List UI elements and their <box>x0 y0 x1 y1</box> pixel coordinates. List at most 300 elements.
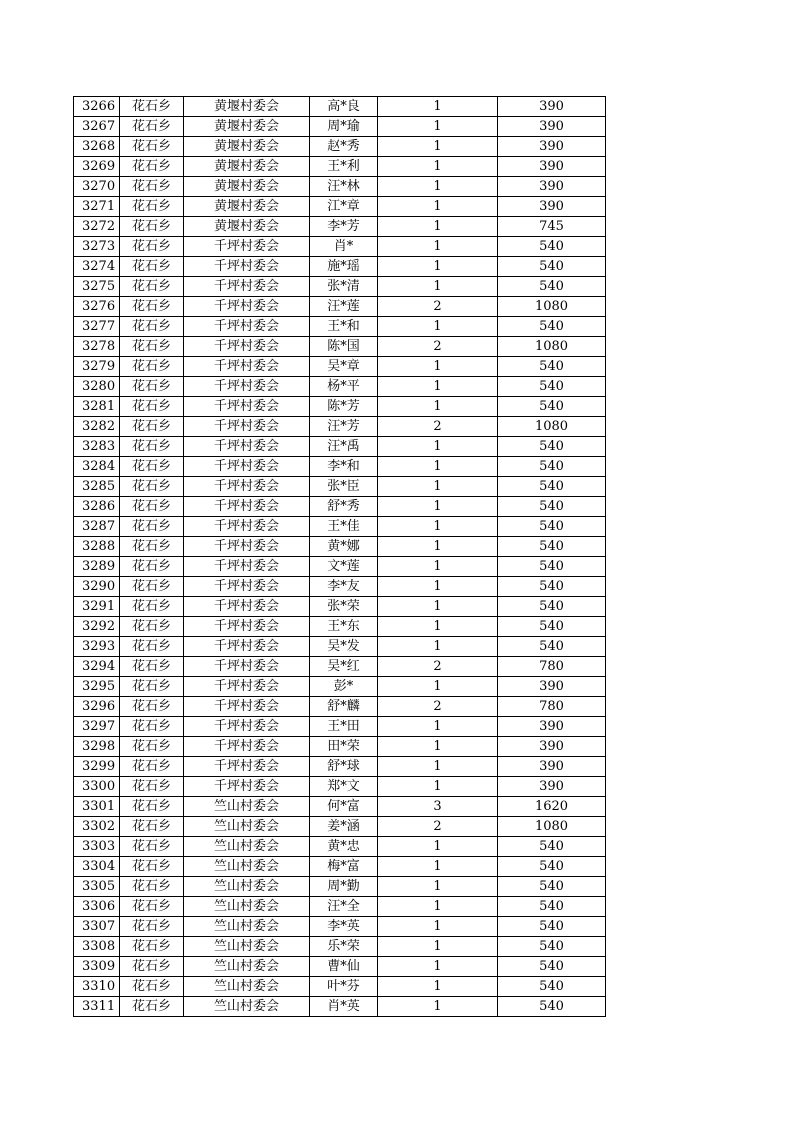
table-row <box>74 977 606 997</box>
name-cell: 赵*秀 <box>310 137 378 157</box>
count-cell: 1 <box>378 937 498 957</box>
village-committee-cell: 千坪村委会 <box>184 457 310 477</box>
village-committee-cell: 千坪村委会 <box>184 317 310 337</box>
table-row <box>74 637 606 657</box>
table-row <box>74 417 606 437</box>
row-index-cell: 3279 <box>74 357 120 377</box>
count-cell: 2 <box>378 297 498 317</box>
amount-cell: 540 <box>498 837 606 857</box>
township-cell: 花石乡 <box>120 357 184 377</box>
amount-cell: 1080 <box>498 337 606 357</box>
amount-cell: 540 <box>498 237 606 257</box>
count-cell: 1 <box>378 837 498 857</box>
count-cell: 1 <box>378 737 498 757</box>
township-cell: 花石乡 <box>120 157 184 177</box>
name-cell: 何*富 <box>310 797 378 817</box>
count-cell: 1 <box>378 137 498 157</box>
name-cell: 吴*发 <box>310 637 378 657</box>
row-index-cell: 3303 <box>74 837 120 857</box>
table-row <box>74 697 606 717</box>
township-cell: 花石乡 <box>120 257 184 277</box>
village-committee-cell: 竺山村委会 <box>184 997 310 1017</box>
count-cell: 1 <box>378 917 498 937</box>
table-row <box>74 897 606 917</box>
row-index-cell: 3293 <box>74 637 120 657</box>
village-committee-cell: 竺山村委会 <box>184 897 310 917</box>
row-index-cell: 3276 <box>74 297 120 317</box>
count-cell: 1 <box>378 317 498 337</box>
amount-cell: 540 <box>498 457 606 477</box>
table-row <box>74 917 606 937</box>
name-cell: 王*利 <box>310 157 378 177</box>
township-cell: 花石乡 <box>120 457 184 477</box>
amount-cell: 540 <box>498 937 606 957</box>
count-cell: 1 <box>378 877 498 897</box>
count-cell: 1 <box>378 457 498 477</box>
count-cell: 1 <box>378 777 498 797</box>
table-row <box>74 377 606 397</box>
table-row <box>74 477 606 497</box>
count-cell: 2 <box>378 417 498 437</box>
row-index-cell: 3282 <box>74 417 120 437</box>
row-index-cell: 3295 <box>74 677 120 697</box>
name-cell: 陈*芳 <box>310 397 378 417</box>
row-index-cell: 3304 <box>74 857 120 877</box>
count-cell: 1 <box>378 377 498 397</box>
row-index-cell: 3297 <box>74 717 120 737</box>
name-cell: 王*和 <box>310 317 378 337</box>
amount-cell: 540 <box>498 437 606 457</box>
village-committee-cell: 黄堰村委会 <box>184 117 310 137</box>
township-cell: 花石乡 <box>120 317 184 337</box>
table-row <box>74 717 606 737</box>
row-index-cell: 3278 <box>74 337 120 357</box>
table-row <box>74 217 606 237</box>
township-cell: 花石乡 <box>120 297 184 317</box>
count-cell: 1 <box>378 997 498 1017</box>
row-index-cell: 3270 <box>74 177 120 197</box>
village-committee-cell: 黄堰村委会 <box>184 177 310 197</box>
village-committee-cell: 千坪村委会 <box>184 617 310 637</box>
name-cell: 曹*仙 <box>310 957 378 977</box>
amount-cell: 540 <box>498 997 606 1017</box>
amount-cell: 390 <box>498 737 606 757</box>
row-index-cell: 3267 <box>74 117 120 137</box>
township-cell: 花石乡 <box>120 917 184 937</box>
row-index-cell: 3268 <box>74 137 120 157</box>
village-committee-cell: 竺山村委会 <box>184 917 310 937</box>
data-table <box>73 96 606 1017</box>
count-cell: 1 <box>378 897 498 917</box>
table-row <box>74 797 606 817</box>
row-index-cell: 3310 <box>74 977 120 997</box>
table-row <box>74 237 606 257</box>
name-cell: 舒*球 <box>310 757 378 777</box>
amount-cell: 390 <box>498 97 606 117</box>
amount-cell: 540 <box>498 377 606 397</box>
township-cell: 花石乡 <box>120 217 184 237</box>
township-cell: 花石乡 <box>120 837 184 857</box>
amount-cell: 1080 <box>498 417 606 437</box>
amount-cell: 540 <box>498 357 606 377</box>
table-row <box>74 577 606 597</box>
name-cell: 陈*国 <box>310 337 378 357</box>
township-cell: 花石乡 <box>120 237 184 257</box>
village-committee-cell: 千坪村委会 <box>184 537 310 557</box>
count-cell: 1 <box>378 617 498 637</box>
name-cell: 李*友 <box>310 577 378 597</box>
name-cell: 吴*红 <box>310 657 378 677</box>
township-cell: 花石乡 <box>120 957 184 977</box>
row-index-cell: 3271 <box>74 197 120 217</box>
table-row <box>74 497 606 517</box>
table-row <box>74 337 606 357</box>
name-cell: 汪*林 <box>310 177 378 197</box>
amount-cell: 540 <box>498 577 606 597</box>
amount-cell: 745 <box>498 217 606 237</box>
table-row <box>74 877 606 897</box>
table-row <box>74 397 606 417</box>
village-committee-cell: 千坪村委会 <box>184 657 310 677</box>
name-cell: 舒*麟 <box>310 697 378 717</box>
row-index-cell: 3277 <box>74 317 120 337</box>
amount-cell: 540 <box>498 557 606 577</box>
township-cell: 花石乡 <box>120 417 184 437</box>
amount-cell: 540 <box>498 917 606 937</box>
township-cell: 花石乡 <box>120 797 184 817</box>
amount-cell: 390 <box>498 177 606 197</box>
name-cell: 吴*章 <box>310 357 378 377</box>
village-committee-cell: 竺山村委会 <box>184 817 310 837</box>
village-committee-cell: 黄堰村委会 <box>184 157 310 177</box>
township-cell: 花石乡 <box>120 737 184 757</box>
row-index-cell: 3281 <box>74 397 120 417</box>
count-cell: 2 <box>378 817 498 837</box>
count-cell: 1 <box>378 357 498 377</box>
village-committee-cell: 竺山村委会 <box>184 837 310 857</box>
township-cell: 花石乡 <box>120 777 184 797</box>
amount-cell: 390 <box>498 677 606 697</box>
village-committee-cell: 千坪村委会 <box>184 757 310 777</box>
township-cell: 花石乡 <box>120 977 184 997</box>
amount-cell: 390 <box>498 717 606 737</box>
count-cell: 1 <box>378 557 498 577</box>
township-cell: 花石乡 <box>120 577 184 597</box>
name-cell: 周*瑜 <box>310 117 378 137</box>
table-row <box>74 157 606 177</box>
row-index-cell: 3296 <box>74 697 120 717</box>
table-row <box>74 617 606 637</box>
count-cell: 1 <box>378 177 498 197</box>
row-index-cell: 3311 <box>74 997 120 1017</box>
row-index-cell: 3269 <box>74 157 120 177</box>
table-row <box>74 997 606 1017</box>
township-cell: 花石乡 <box>120 117 184 137</box>
table-row <box>74 557 606 577</box>
row-index-cell: 3302 <box>74 817 120 837</box>
amount-cell: 540 <box>498 257 606 277</box>
count-cell: 1 <box>378 397 498 417</box>
table-row <box>74 357 606 377</box>
name-cell: 汪*全 <box>310 897 378 917</box>
village-committee-cell: 千坪村委会 <box>184 257 310 277</box>
table-row <box>74 757 606 777</box>
amount-cell: 540 <box>498 957 606 977</box>
village-committee-cell: 千坪村委会 <box>184 497 310 517</box>
row-index-cell: 3306 <box>74 897 120 917</box>
name-cell: 周*勤 <box>310 877 378 897</box>
village-committee-cell: 千坪村委会 <box>184 737 310 757</box>
row-index-cell: 3309 <box>74 957 120 977</box>
count-cell: 1 <box>378 217 498 237</box>
name-cell: 汪*芳 <box>310 417 378 437</box>
table-row <box>74 837 606 857</box>
village-committee-cell: 千坪村委会 <box>184 517 310 537</box>
township-cell: 花石乡 <box>120 397 184 417</box>
amount-cell: 540 <box>498 517 606 537</box>
table-row <box>74 957 606 977</box>
row-index-cell: 3288 <box>74 537 120 557</box>
count-cell: 1 <box>378 717 498 737</box>
name-cell: 王*东 <box>310 617 378 637</box>
name-cell: 张*臣 <box>310 477 378 497</box>
township-cell: 花石乡 <box>120 897 184 917</box>
township-cell: 花石乡 <box>120 877 184 897</box>
village-committee-cell: 千坪村委会 <box>184 717 310 737</box>
amount-cell: 540 <box>498 637 606 657</box>
name-cell: 肖*英 <box>310 997 378 1017</box>
table-row <box>74 437 606 457</box>
table-row <box>74 517 606 537</box>
township-cell: 花石乡 <box>120 617 184 637</box>
row-index-cell: 3275 <box>74 277 120 297</box>
row-index-cell: 3301 <box>74 797 120 817</box>
table-row <box>74 677 606 697</box>
row-index-cell: 3298 <box>74 737 120 757</box>
name-cell: 施*瑶 <box>310 257 378 277</box>
row-index-cell: 3287 <box>74 517 120 537</box>
row-index-cell: 3274 <box>74 257 120 277</box>
amount-cell: 390 <box>498 157 606 177</box>
count-cell: 1 <box>378 237 498 257</box>
amount-cell: 780 <box>498 697 606 717</box>
row-index-cell: 3272 <box>74 217 120 237</box>
name-cell: 杨*平 <box>310 377 378 397</box>
village-committee-cell: 千坪村委会 <box>184 417 310 437</box>
row-index-cell: 3273 <box>74 237 120 257</box>
name-cell: 舒*秀 <box>310 497 378 517</box>
amount-cell: 540 <box>498 477 606 497</box>
name-cell: 文*莲 <box>310 557 378 577</box>
row-index-cell: 3285 <box>74 477 120 497</box>
count-cell: 2 <box>378 697 498 717</box>
village-committee-cell: 千坪村委会 <box>184 437 310 457</box>
amount-cell: 540 <box>498 977 606 997</box>
table-row <box>74 597 606 617</box>
amount-cell: 390 <box>498 137 606 157</box>
village-committee-cell: 千坪村委会 <box>184 397 310 417</box>
township-cell: 花石乡 <box>120 817 184 837</box>
township-cell: 花石乡 <box>120 137 184 157</box>
amount-cell: 540 <box>498 857 606 877</box>
name-cell: 彭* <box>310 677 378 697</box>
row-index-cell: 3292 <box>74 617 120 637</box>
township-cell: 花石乡 <box>120 657 184 677</box>
township-cell: 花石乡 <box>120 637 184 657</box>
name-cell: 姜*涵 <box>310 817 378 837</box>
name-cell: 李*芳 <box>310 217 378 237</box>
row-index-cell: 3307 <box>74 917 120 937</box>
township-cell: 花石乡 <box>120 377 184 397</box>
table-row <box>74 777 606 797</box>
name-cell: 李*英 <box>310 917 378 937</box>
amount-cell: 540 <box>498 597 606 617</box>
village-committee-cell: 黄堰村委会 <box>184 97 310 117</box>
township-cell: 花石乡 <box>120 937 184 957</box>
township-cell: 花石乡 <box>120 497 184 517</box>
amount-cell: 780 <box>498 657 606 677</box>
count-cell: 3 <box>378 797 498 817</box>
township-cell: 花石乡 <box>120 437 184 457</box>
township-cell: 花石乡 <box>120 197 184 217</box>
name-cell: 李*和 <box>310 457 378 477</box>
row-index-cell: 3290 <box>74 577 120 597</box>
table-row <box>74 197 606 217</box>
count-cell: 1 <box>378 117 498 137</box>
village-committee-cell: 黄堰村委会 <box>184 197 310 217</box>
township-cell: 花石乡 <box>120 537 184 557</box>
village-committee-cell: 竺山村委会 <box>184 957 310 977</box>
count-cell: 1 <box>378 517 498 537</box>
row-index-cell: 3266 <box>74 97 120 117</box>
village-committee-cell: 竺山村委会 <box>184 797 310 817</box>
table-row <box>74 657 606 677</box>
name-cell: 王*田 <box>310 717 378 737</box>
village-committee-cell: 黄堰村委会 <box>184 217 310 237</box>
count-cell: 1 <box>378 537 498 557</box>
row-index-cell: 3286 <box>74 497 120 517</box>
count-cell: 1 <box>378 257 498 277</box>
name-cell: 江*章 <box>310 197 378 217</box>
name-cell: 肖* <box>310 237 378 257</box>
village-committee-cell: 千坪村委会 <box>184 237 310 257</box>
township-cell: 花石乡 <box>120 477 184 497</box>
count-cell: 1 <box>378 637 498 657</box>
name-cell: 黄*忠 <box>310 837 378 857</box>
township-cell: 花石乡 <box>120 857 184 877</box>
amount-cell: 1080 <box>498 817 606 837</box>
count-cell: 1 <box>378 277 498 297</box>
table-row <box>74 137 606 157</box>
row-index-cell: 3300 <box>74 777 120 797</box>
count-cell: 1 <box>378 597 498 617</box>
township-cell: 花石乡 <box>120 697 184 717</box>
name-cell: 黄*娜 <box>310 537 378 557</box>
village-committee-cell: 竺山村委会 <box>184 877 310 897</box>
village-committee-cell: 千坪村委会 <box>184 477 310 497</box>
township-cell: 花石乡 <box>120 97 184 117</box>
row-index-cell: 3305 <box>74 877 120 897</box>
count-cell: 1 <box>378 97 498 117</box>
row-index-cell: 3283 <box>74 437 120 457</box>
name-cell: 高*良 <box>310 97 378 117</box>
amount-cell: 390 <box>498 117 606 137</box>
name-cell: 张*荣 <box>310 597 378 617</box>
amount-cell: 390 <box>498 757 606 777</box>
table-row <box>74 737 606 757</box>
amount-cell: 540 <box>498 397 606 417</box>
village-committee-cell: 千坪村委会 <box>184 677 310 697</box>
village-committee-cell: 千坪村委会 <box>184 597 310 617</box>
table-row <box>74 317 606 337</box>
village-committee-cell: 千坪村委会 <box>184 357 310 377</box>
village-committee-cell: 千坪村委会 <box>184 297 310 317</box>
row-index-cell: 3308 <box>74 937 120 957</box>
village-committee-cell: 千坪村委会 <box>184 337 310 357</box>
row-index-cell: 3280 <box>74 377 120 397</box>
township-cell: 花石乡 <box>120 177 184 197</box>
township-cell: 花石乡 <box>120 517 184 537</box>
name-cell: 田*荣 <box>310 737 378 757</box>
amount-cell: 540 <box>498 317 606 337</box>
count-cell: 1 <box>378 757 498 777</box>
table-row <box>74 857 606 877</box>
village-committee-cell: 竺山村委会 <box>184 857 310 877</box>
table-body <box>74 97 606 1017</box>
name-cell: 郑*文 <box>310 777 378 797</box>
table-row <box>74 257 606 277</box>
count-cell: 1 <box>378 197 498 217</box>
count-cell: 1 <box>378 497 498 517</box>
amount-cell: 540 <box>498 617 606 637</box>
township-cell: 花石乡 <box>120 557 184 577</box>
village-committee-cell: 千坪村委会 <box>184 777 310 797</box>
table-row <box>74 117 606 137</box>
township-cell: 花石乡 <box>120 277 184 297</box>
amount-cell: 390 <box>498 777 606 797</box>
name-cell: 乐*荣 <box>310 937 378 957</box>
table-row <box>74 97 606 117</box>
amount-cell: 540 <box>498 877 606 897</box>
township-cell: 花石乡 <box>120 597 184 617</box>
table-row <box>74 937 606 957</box>
amount-cell: 540 <box>498 497 606 517</box>
village-committee-cell: 黄堰村委会 <box>184 137 310 157</box>
table-row <box>74 177 606 197</box>
count-cell: 1 <box>378 977 498 997</box>
name-cell: 汪*禹 <box>310 437 378 457</box>
name-cell: 王*佳 <box>310 517 378 537</box>
amount-cell: 540 <box>498 897 606 917</box>
row-index-cell: 3291 <box>74 597 120 617</box>
count-cell: 1 <box>378 677 498 697</box>
count-cell: 1 <box>378 857 498 877</box>
amount-cell: 390 <box>498 197 606 217</box>
table-row <box>74 457 606 477</box>
village-committee-cell: 千坪村委会 <box>184 557 310 577</box>
row-index-cell: 3289 <box>74 557 120 577</box>
amount-cell: 1620 <box>498 797 606 817</box>
count-cell: 1 <box>378 477 498 497</box>
row-index-cell: 3299 <box>74 757 120 777</box>
count-cell: 1 <box>378 577 498 597</box>
row-index-cell: 3294 <box>74 657 120 677</box>
table-row <box>74 297 606 317</box>
table-row <box>74 817 606 837</box>
table-row <box>74 537 606 557</box>
count-cell: 1 <box>378 157 498 177</box>
name-cell: 叶*芬 <box>310 977 378 997</box>
